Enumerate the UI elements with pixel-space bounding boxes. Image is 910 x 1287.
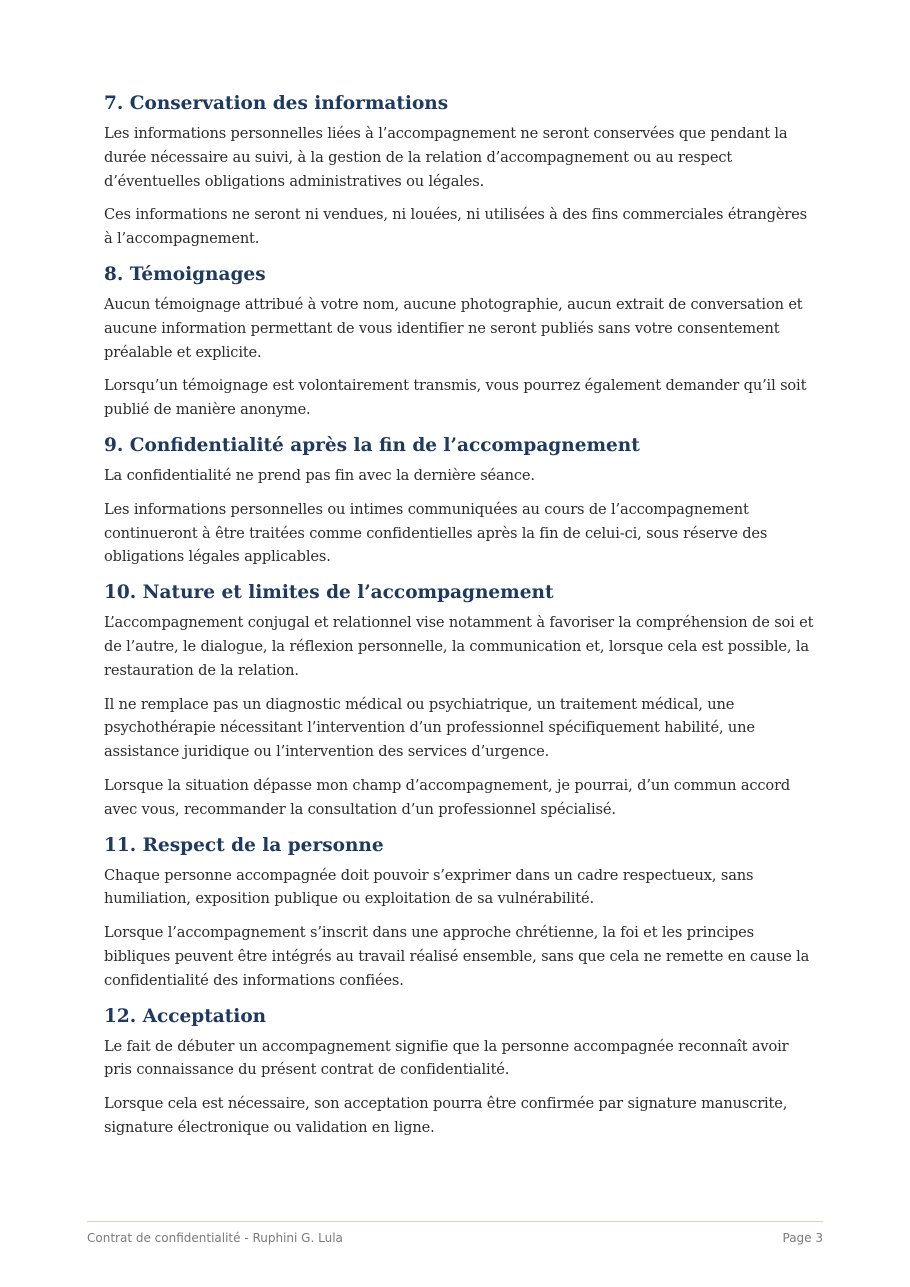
paragraph: Lorsque l’accompagnement s’inscrit dans une approche chrétienne, la foi et les principes bibliques peuvent être intégrés au travail réalisé ensemble, sans que cela ne remette en cause la confidentialité des informations confiées. xyxy=(104,924,810,989)
section-nature-limites xyxy=(104,581,816,821)
section-title: 10. Nature et limites de l’accompagnement xyxy=(104,582,554,604)
paragraph: Lorsque cela est nécessaire, son acceptation pourra être confirmée par signature manuscrite, signature électronique ou validation en ligne. xyxy=(104,1095,788,1136)
paragraph: Aucun témoignage attribué à votre nom, aucune photographie, aucun extrait de conversation et aucune information permettant de vous identifier ne seront publiés sans votre consentement préalable et explicite. xyxy=(104,295,803,361)
page-footer xyxy=(87,1221,823,1245)
paragraph: Lorsqu’un témoignage est volontairement transmis, vous pourrez également demander qu’il soit publié de manière anonyme. xyxy=(104,377,807,419)
paragraph: Les informations personnelles ou intimes communiquées au cours de l’accompagnement continueront à être traitées comme confidentielles après la fin de celui-ci, sous réserve des obligations légales applicables. xyxy=(104,500,768,566)
paragraph: Il ne remplace pas un diagnostic médical ou psychiatrique, un traitement médical, une psychothérapie nécessitant l’intervention d’un professionnel spécifiquement habilité, une assistance juridique ou l’intervention des services d’urgence. xyxy=(104,695,755,761)
section-title: 12. Acceptation xyxy=(104,1005,267,1027)
section-confidentialite-apres xyxy=(104,434,816,569)
paragraph: L’accompagnement conjugal et relationnel vise notamment à favoriser la compréhension de soi et de l’autre, le dialogue, la réflexion personnelle, la communication et, lorsque cela est possible, la restauration de la relation. xyxy=(104,614,814,679)
document-body xyxy=(104,92,816,1152)
paragraph: Le fait de débuter un accompagnement signifie que la personne accompagnée reconnaît avoir pris connaissance du présent contrat de confidentialité. xyxy=(104,1037,789,1079)
section-respect-personne xyxy=(104,834,816,993)
paragraph: Chaque personne accompagnée doit pouvoir s’exprimer dans un cadre respectueux, sans humiliation, exposition publique ou exploitation de sa vulnérabilité. xyxy=(104,866,754,908)
section-title: 9. Confidentialité après la fin de l’accompagnement xyxy=(104,434,640,456)
section-temoignages xyxy=(104,263,816,422)
footer-document-title: Contrat de confidentialité - Ruphini G. Lula xyxy=(87,1231,343,1245)
section-title: 8. Témoignages xyxy=(104,263,266,285)
paragraph: Lorsque la situation dépasse mon champ d’accompagnement, je pourrai, d’un commun accord avec vous, recommander la consultation d’un professionnel spécialisé. xyxy=(104,776,791,818)
paragraph: Les informations personnelles liées à l’accompagnement ne seront conservées que pendant la durée nécessaire au suivi, à la gestion de la relation d’accompagnement ou au respect d’éventuelles obligations administratives ou légales. xyxy=(104,125,788,190)
paragraph: Ces informations ne seront ni vendues, ni louées, ni utilisées à des fins commerciales étrangères à l’accompagnement. xyxy=(104,206,807,248)
paragraph: La confidentialité ne prend pas fin avec la dernière séance. xyxy=(104,466,535,484)
section-title: 7. Conservation des informations xyxy=(104,93,449,114)
section-title: 11. Respect de la personne xyxy=(104,834,384,856)
section-conservation xyxy=(104,92,816,251)
page-number: Page 3 xyxy=(782,1231,823,1245)
section-acceptation xyxy=(104,1005,816,1140)
